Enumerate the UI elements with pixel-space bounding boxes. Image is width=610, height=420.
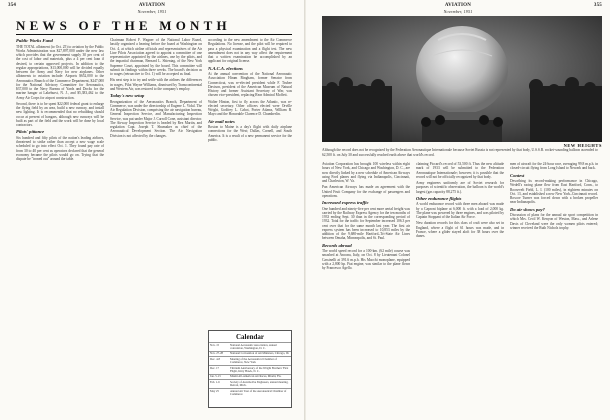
- photo-caption-text: Although the record does not be recognized by the Federation Aeronautique Internationale because Soviet Russia is not represented by that body, U.S.S.R. rocket-sounding balloon ascended to 62,500 ft. on July 30 and successfully reached earth above that world's record.: [322, 148, 598, 157]
- paragraph: Aviation Corporation has brought 100 wireless within eight hours of New York, and Chicago and Washington, D. C., are now directly linked by a new schedule of American Airways using Ford planes and flying via Indianapolis, Cincinnati, and Charleston, W. Va.: [322, 162, 410, 183]
- page-headline: NEWS OF THE MONTH: [16, 18, 231, 33]
- left-column-3: [208, 38, 292, 326]
- paragraph: Describing its record-making performance in Chicago, Wedell's racing plane flew from East Hartford, Conn., to Roosevelt Field, L. I. (100 miles), in eighteen minutes on Oct. 13, and established a new New York–Cincinnati record. Roscoe Turner was forced down with a broken propeller near Indianapolis.: [510, 179, 598, 205]
- left-magazine-name: AVIATION: [138, 3, 166, 8]
- right-magazine-name: AVIATION: [444, 3, 472, 8]
- paragraph: Walter Hinton, first to fly across the Atlantic, was re-elected secretary. Other officers elected were Orville Wright, Godfrey L. Cabot, Porter Adams, William B. Mayo and the Honorable Clarence D. Chamberlin.: [208, 99, 292, 117]
- right-column-2: [416, 162, 504, 412]
- paragraph: A world endurance record with three men aboard was made by a Caproni biplane at 6,000 ft. with a load of 2,000 kg. The plane was powered by three engines, and was piloted by Captain Stoppani of the Italian Air Force.: [416, 202, 504, 219]
- paragraph: His next step is to try and settle with the airlines the differences in wages, Pilot Wayne Williams, dismissed by Transcontinental and Western Air, was restored to the company's employ.: [110, 78, 202, 91]
- right-running-head: [426, 3, 490, 15]
- paragraph: men of aircraft for the 24-hour race, averaging 99.8 m.p.h. in closed-circuit flying from Long Island to Newark and back.: [510, 162, 598, 171]
- paragraph: Reorganization of the Aeronautics Branch, Department of Commerce, was under the directorship of Eugene L. Vidal. The Air Regulation Division, comprising the air navigation bureau, General Inspection Service, and Manufacturing Inspection Service, was put under Major J. Carroll Cone, assistant director. The Airway Inspection Service is headed by Rex Martin, and regulation Capt. Joseph T. Shumaker as chief of the Aeronautical Development Section. The Air Navigation Division is not affected by the changes.: [110, 99, 202, 138]
- paragraph: New duration records for this class of craft were also set in England, where a flight of 61 hours was made, and in France, where a glider stayed aloft for 38 hours over the dunes.: [416, 221, 504, 238]
- headline-rule: [16, 34, 292, 35]
- paragraph: THE TOTAL allotment (to Oct. 25) to aviation by the Public Works Administration was $27,897,000 under the new law which provides that the government supply 30 per cent of the cost of labor and materials, plus a 4 per cent loan if desired, to certain approved projects. In addition to the regular appropriations, $13,000,000 will be divided equally between the Army and Navy for new airplanes. Other allotments to aviation include: Airports $652,000 to the Aeronautics Branch of the Commerce Department, $247,000 for the National Advisory Committee for Aeronautics, $37,000 to the Navy Bureau of Yards and Docks for the marine hangar at Lakehurst, N. J., and $5,383,462 to the Army Air Corps for airport construction.: [16, 44, 104, 100]
- calendar-date: Feb. 1-6: [209, 380, 229, 389]
- calendar-title: Calendar: [236, 333, 264, 341]
- section-heading: Other endurance flights: [416, 195, 462, 201]
- left-issue-date: November, 1951: [137, 9, 167, 14]
- section-heading: Records abroad: [322, 242, 352, 248]
- calendar-row: [209, 366, 291, 375]
- calendar-row: [209, 389, 291, 397]
- section-heading: Air mail notes: [208, 118, 235, 124]
- right-column-3: [510, 162, 598, 412]
- calendar-row: [209, 380, 291, 389]
- paragraph: The world speed record for a 100-km. (62 mile) course was smashed at Ancona, Italy, on Oct. 8 by Lieutenant Colonel Cassinelli at 391.6 m.p.h. His Macchi monoplane, equipped with a 2,800 hp. Fiat engine, was similar to the plane flown by Francesco Agello.: [322, 249, 410, 270]
- section-heading: Contest: [510, 172, 525, 178]
- paragraph: Boston to Maine is a day's flight with daily airplane connections for the West; Dallas, Cornell, and South America. It is a result of a new permanent service for the public.: [208, 125, 292, 142]
- left-page: [0, 0, 304, 420]
- calendar-box: [208, 330, 292, 408]
- calendar-row: [209, 343, 291, 352]
- calendar-event: Society of Automotive Engineers, annual meeting, Detroit, Mich.: [229, 380, 291, 389]
- left-page-number: 354: [8, 3, 17, 8]
- calendar-date: Nov. 27-28: [209, 351, 229, 356]
- section-heading: Public Works Fund: [16, 38, 53, 43]
- section-heading: Do air shows pay?: [510, 206, 545, 212]
- paragraph: Army engineers uniformly are of Soviet research for purposes of scientific observation, the balloon is the world's largest (gas capacity 88,275 ft.).: [416, 181, 504, 194]
- left-column-1: [16, 38, 104, 410]
- calendar-date: Dec. 4-8: [209, 357, 229, 366]
- right-page-number: 355: [593, 3, 602, 8]
- calendar-event: Miami All-American Air Races, Miami, Fla.: [229, 374, 291, 379]
- paragraph: Discussion of plans for the annual air sport competition in which Mrs. Cecil W. Kenyon of Weston, Mass., and Arlene Davis of Cleveland were the only women pilots entered; winner received the Ruth Nichols trophy.: [510, 213, 598, 230]
- photo-caption-title: NEW HEIGHTS: [563, 143, 602, 148]
- calendar-table: [209, 342, 291, 397]
- crowd-left: [322, 77, 392, 142]
- paragraph: claiming Piccard's record of 53,500 ft. Thus the new altitude mark of 1933 will be submitted to the Federation Aeronautique Internationale; however, it is possible that the record will not be officially recognized by that body.: [416, 162, 504, 179]
- section-heading: Pilots' pittance: [16, 129, 45, 135]
- calendar-event: National Convention of Air Ministers, Chicago, Ill.: [230, 351, 290, 356]
- right-column-1: [322, 162, 410, 412]
- paragraph: Pan American Airways has made an agreement with the United Fruit Company for the exchange of passengers and operations.: [322, 185, 410, 198]
- balloon-photo-image: [322, 16, 602, 142]
- crowd-right: [529, 77, 602, 142]
- section-heading: Today's new setup: [110, 93, 145, 98]
- paragraph: according to the new amendment to the Air Commerce Regulations. No license, and the pilot will be required to pass a physical examination and a flight test. The new amendment does not in any way affect the requirement that a written examination be accomplished by an applicant for original license.: [208, 38, 292, 64]
- balloon-photo: [322, 16, 602, 142]
- calendar-date: Dec. 17: [209, 366, 229, 375]
- paragraph: At the annual convention of the National Aeronautic Association Hiram Bingham, former Senator from Connecticut, was re-elected president while F. Trubee Davison, president of the American Museum of Natural History and former Assistant Secretary of War, was chosen vice-president, replacing Rear Admiral Moffett.: [208, 72, 292, 98]
- calendar-date: Jan. 5-13: [209, 374, 229, 379]
- left-column-2: [110, 38, 202, 410]
- section-heading: N.A.C.A. elections: [208, 65, 243, 71]
- right-issue-date: November, 1951: [443, 9, 473, 14]
- paragraph: Chairman Robert F. Wagner of the National Labor Board, hastily organized a hearing before the board at Washington on Oct. 4, at which airline officials and representatives of the Air Line Pilots Association agreed to appoint a committee of one representative appointed by the airlines, one by the pilots, and the impartial chairman, Bernard L. Shientag, of the New York Supreme Court, appointed by the board. This committee will submit its findings within three weeks. The board's decision as to wages (retroactive to Oct. 1) will be accepted as final.: [110, 38, 202, 76]
- calendar-event: Annual Air Tour of the Aeronautical Chamber of Commerce: [229, 389, 291, 397]
- calendar-event: Meeting of the Aeronautical Chamber of Commerce, New York: [229, 357, 291, 366]
- photo-caption: [322, 144, 602, 157]
- calendar-event: National Aeronautic Association, annual convention, Washington, D. C.: [229, 343, 291, 352]
- paragraph: Six hundred and fifty pilots of the nation's leading airlines, threatened to strike rather than accept a new wage scale scheduled to go into effect Oct. 1. They found pay rate of from 30 to 40 per cent as operators declared that the general economy became the pilots would go on. Trying that the dispute be "ironed out" around the table.: [16, 135, 104, 161]
- section-heading: Increased express traffic: [322, 200, 369, 205]
- right-page: [306, 0, 610, 420]
- calendar-date: Nov. 15: [209, 343, 229, 352]
- paragraph: Second, there is to be spent $22,000 federal grant to enlarge the flying field by an area, build a new runway, and install new lighting. It is recommended that no rebuilding should occur at present of hangars, although new runways will be built as part of the field and the work will be done by local contractors.: [16, 101, 104, 127]
- calendar-date: May 25: [209, 389, 229, 397]
- calendar-row: [209, 357, 291, 366]
- left-running-head: [120, 3, 184, 15]
- paragraph: One hundred and ninety-five per cent more aerial freight was carried by the Railway Express Agency for the ten months of 1933 ending Sept. 30 than in the corresponding period of 1932. Total for the traffic for September increased 106.3 per cent over that for the same month last year. The first air express system has been increased to 10,853 miles by the addition of the 9,680-mile Hartford–Tri-State Air Lines between Omaha, Minneapolis, and St. Paul.: [322, 206, 410, 241]
- calendar-event: Thirtieth Anniversary of the Wright Brothers' First Flight, Kitty Hawk, N. C.: [229, 366, 291, 375]
